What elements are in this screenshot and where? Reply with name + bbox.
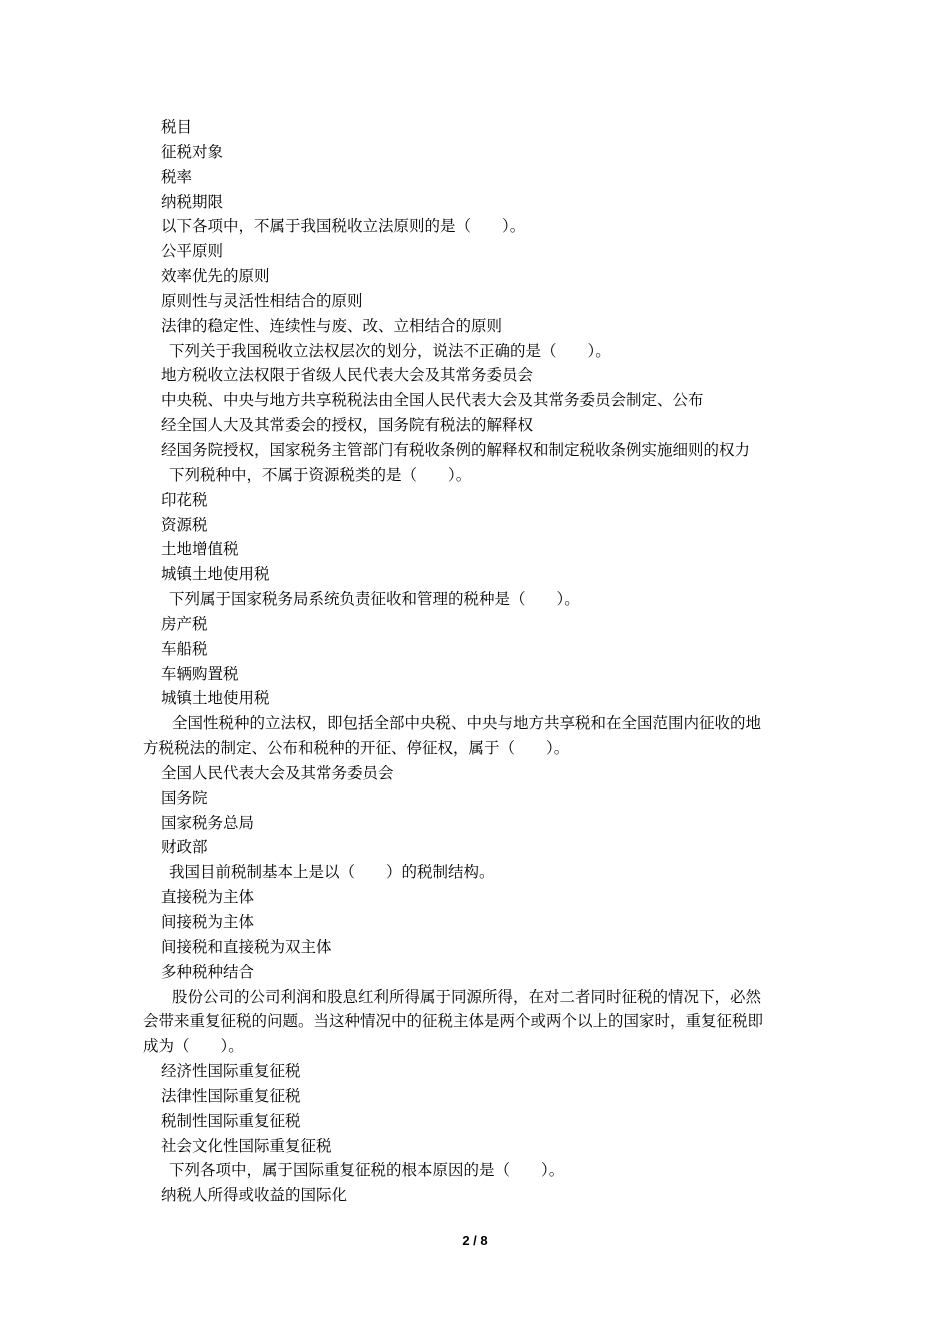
answer-option: 全国人民代表大会及其常务委员会 [161, 763, 394, 782]
answer-option: 法律的稳定性、连续性与废、改、立相结合的原则 [161, 316, 503, 335]
answer-option: 征税对象 [161, 142, 224, 161]
answer-option: 印花税 [161, 490, 208, 509]
answer-option: 城镇土地使用税 [161, 565, 270, 584]
question-text-continued: 方税税法的制定、公布和税种的开征、停征权，属于（ ）。 [143, 739, 570, 758]
answer-option: 车辆购置税 [161, 664, 239, 683]
answer-option: 原则性与灵活性相结合的原则 [161, 291, 363, 310]
answer-option: 地方税收立法权限于省级人民代表大会及其常务委员会 [161, 366, 534, 385]
answer-option: 经全国人大及其常委会的授权，国务院有税法的解释权 [161, 416, 534, 435]
answer-option: 资源税 [161, 515, 208, 534]
question-text: 下列各项中，属于国际重复征税的根本原因的是（ ）。 [169, 1161, 565, 1180]
question-text: 下列关于我国税收立法权层次的划分，说法不正确的是（ ）。 [169, 341, 611, 360]
answer-option: 城镇土地使用税 [161, 689, 270, 708]
answer-option: 土地增值税 [161, 540, 239, 559]
question-text: 下列税种中，不属于资源税类的是（ ）。 [169, 465, 472, 484]
answer-option: 间接税为主体 [161, 913, 255, 931]
answer-option: 房产税 [161, 614, 208, 633]
answer-option: 直接税为主体 [161, 888, 255, 907]
answer-option: 经国务院授权，国家税务主管部门有税收条例的解释权和制定税收条例实施细则的权力 [161, 440, 751, 459]
answer-option: 间接税和直接税为双主体 [161, 937, 332, 956]
question-text-continued: 成为（ ）。 [143, 1037, 244, 1056]
answer-option: 税制性国际重复征税 [161, 1111, 301, 1130]
answer-option: 社会文化性国际重复征税 [161, 1136, 332, 1155]
question-text: 股份公司的公司利润和股息红利所得属于同源所得，在对二者同时征税的情况下，必然 [172, 987, 762, 1006]
answer-option: 国务院 [161, 788, 208, 807]
answer-option: 财政部 [161, 838, 208, 857]
answer-option: 法律性国际重复征税 [161, 1086, 301, 1105]
question-text: 全国性税种的立法权，即包括全部中央税、中央与地方共享税和在全国范围内征收的地 [172, 714, 762, 733]
answer-option: 公平原则 [161, 242, 224, 261]
answer-option: 中央税、中央与地方共享税税法由全国人民代表大会及其常务委员会制定、公布 [161, 391, 704, 410]
document-body [143, 115, 808, 1208]
answer-option: 税率 [161, 167, 193, 186]
answer-option: 纳税人所得或收益的国际化 [161, 1186, 348, 1205]
question-text-continued: 会带来重复征税的问题。当这种情况中的征税主体是两个或两个以上的国家时，重复征税即 [143, 1012, 764, 1031]
question-text: 我国目前税制基本上是以（ ）的税制结构。 [169, 863, 495, 882]
answer-option: 税目 [161, 118, 193, 136]
page-number: 2 / 8 [462, 1233, 488, 1248]
answer-option: 车船税 [161, 639, 208, 658]
answer-option: 纳税期限 [161, 192, 224, 211]
question-text: 下列属于国家税务局系统负责征收和管理的税种是（ ）。 [169, 590, 580, 609]
answer-option: 经济性国际重复征税 [161, 1062, 301, 1081]
answer-option: 效率优先的原则 [161, 267, 270, 286]
answer-option: 国家税务总局 [161, 813, 255, 832]
question-text: 以下各项中，不属于我国税收立法原则的是（ ）。 [161, 217, 526, 236]
answer-option: 多种税种结合 [161, 962, 255, 981]
